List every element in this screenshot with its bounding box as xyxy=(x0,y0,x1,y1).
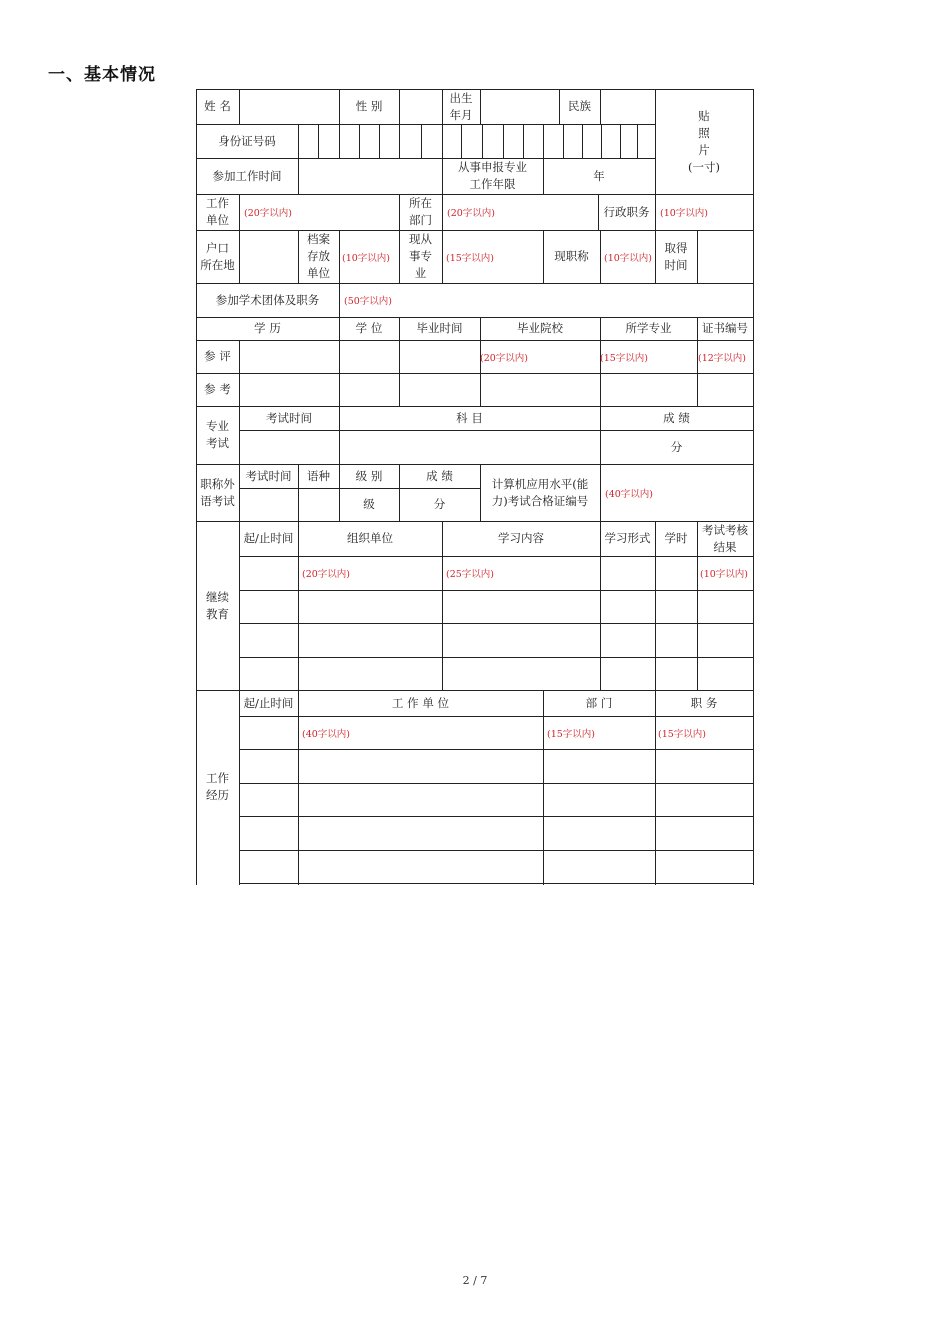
limit-hint: (15字以内) xyxy=(600,352,649,364)
grid-line xyxy=(196,340,754,341)
grid-line xyxy=(239,590,754,591)
birth-label: 出生 年月 xyxy=(449,90,473,122)
current-title-label: 现职称 xyxy=(554,249,589,263)
academic-field[interactable] xyxy=(339,283,753,317)
limit-hint: (40字以内) xyxy=(302,728,351,740)
grid-line xyxy=(239,657,754,658)
prof-exam-score-unit: 分 xyxy=(670,439,683,454)
work-history-header: 工 作 单 位 xyxy=(392,695,449,710)
limit-hint: (10字以内) xyxy=(660,208,709,219)
education-header: 学 历 xyxy=(254,321,281,335)
name-label: 姓 名 xyxy=(204,99,231,113)
work-history-header: 部 门 xyxy=(585,695,613,710)
limit-hint: (25字以内) xyxy=(446,569,495,580)
education-row-evaluated: 参 评 xyxy=(204,349,231,363)
lang-exam-label: 职称外 语考试 xyxy=(200,476,235,508)
education-header: 所学专业 xyxy=(625,321,672,335)
gender-label: 性 别 xyxy=(355,99,383,113)
grid-line xyxy=(239,623,754,624)
continuing-edu-header: 考试考核 结果 xyxy=(702,522,748,554)
work-history-header: 起/止时间 xyxy=(243,695,294,710)
work-start-label: 参加工作时间 xyxy=(212,168,282,183)
continuing-edu-header: 学习形式 xyxy=(604,531,651,545)
lang-exam-score-header: 成 绩 xyxy=(426,468,453,483)
photo-placeholder: 贴 照 片 (一寸) xyxy=(688,108,720,174)
grid-line xyxy=(239,690,240,885)
gender-field[interactable] xyxy=(399,89,442,124)
name-field[interactable] xyxy=(239,89,339,124)
work-unit-label: 工作 单位 xyxy=(206,196,229,227)
grid-line xyxy=(239,850,754,851)
household-label: 户口 所在地 xyxy=(200,240,235,272)
ethnicity-field[interactable] xyxy=(600,89,655,124)
limit-hint: (10字以内) xyxy=(342,252,391,264)
grid-line xyxy=(543,690,544,885)
application-form-table xyxy=(196,89,754,884)
work-history-header: 职 务 xyxy=(690,695,718,710)
obtain-time-label: 取得 时间 xyxy=(664,240,688,272)
years-label: 从事申报专业 工作年限 xyxy=(458,160,527,191)
grid-line xyxy=(239,816,754,817)
education-header: 学 位 xyxy=(355,321,383,335)
grid-line xyxy=(753,89,754,885)
continuing-edu-header: 学习内容 xyxy=(498,531,544,545)
continuing-edu-header: 学时 xyxy=(664,531,688,545)
limit-hint: (15字以内) xyxy=(547,728,596,740)
limit-hint: (20字以内) xyxy=(447,208,496,219)
limit-hint: (12字以内) xyxy=(698,352,747,364)
lang-exam-level-header: 级 别 xyxy=(355,468,383,483)
prof-exam-score-header: 成 绩 xyxy=(663,410,690,425)
education-row-reference: 参 考 xyxy=(204,382,231,396)
prof-exam-label: 专业 考试 xyxy=(206,419,229,450)
obtain-time-field[interactable] xyxy=(697,230,753,283)
computer-cert-label: 计算机应用水平(能 力)考试合格证编号 xyxy=(491,476,589,508)
lang-exam-level-unit: 级 xyxy=(363,497,375,511)
work-start-field[interactable] xyxy=(298,158,442,194)
dept-label: 所在 部门 xyxy=(409,196,432,227)
limit-hint: (10字以内) xyxy=(604,252,653,264)
archive-label: 档案 存放 单位 xyxy=(307,232,330,280)
limit-hint: (15字以内) xyxy=(446,252,495,264)
limit-hint: (20字以内) xyxy=(244,208,293,219)
page-number: 2 / 7 xyxy=(462,1274,488,1287)
education-header: 证书编号 xyxy=(702,321,748,335)
birth-field[interactable] xyxy=(480,89,559,124)
section-heading: 一、基本情况 xyxy=(48,65,156,85)
current-major-label: 现从 事专 业 xyxy=(409,232,432,280)
grid-line xyxy=(239,749,754,750)
grid-line xyxy=(239,883,754,884)
lang-exam-language-header: 语种 xyxy=(307,468,330,483)
education-header: 毕业时间 xyxy=(416,321,463,335)
continuing-edu-label: 继续 教育 xyxy=(206,589,229,621)
education-header: 毕业院校 xyxy=(517,321,563,335)
lang-exam-time-header: 考试时间 xyxy=(245,468,292,483)
limit-hint: (40字以内) xyxy=(605,488,654,500)
continuing-edu-header: 起/止时间 xyxy=(243,531,294,545)
prof-exam-subject-header: 科 目 xyxy=(456,410,483,425)
household-field[interactable] xyxy=(239,230,298,283)
grid-line xyxy=(239,340,240,407)
grid-line xyxy=(239,783,754,784)
limit-hint: (20字以内) xyxy=(480,352,529,364)
limit-hint: (10字以内) xyxy=(700,569,749,580)
admin-post-label: 行政职务 xyxy=(603,204,650,219)
grid-line xyxy=(298,690,299,885)
years-unit: 年 xyxy=(593,168,605,183)
grid-line xyxy=(196,373,754,374)
prof-exam-time-header: 考试时间 xyxy=(266,410,312,425)
limit-hint: (20字以内) xyxy=(302,569,351,580)
continuing-edu-header: 组织单位 xyxy=(347,531,393,545)
id-number-label: 身份证号码 xyxy=(218,133,276,148)
grid-line xyxy=(655,690,656,885)
grid-line xyxy=(600,464,601,522)
work-history-label: 工作 经历 xyxy=(206,771,229,802)
academic-label: 参加学术团体及职务 xyxy=(215,292,320,307)
limit-hint: (50字以内) xyxy=(344,296,393,307)
limit-hint: (15字以内) xyxy=(658,728,707,740)
lang-exam-score-unit: 分 xyxy=(433,497,446,511)
ethnicity-label: 民族 xyxy=(568,99,591,113)
id-number-field[interactable] xyxy=(298,124,655,158)
